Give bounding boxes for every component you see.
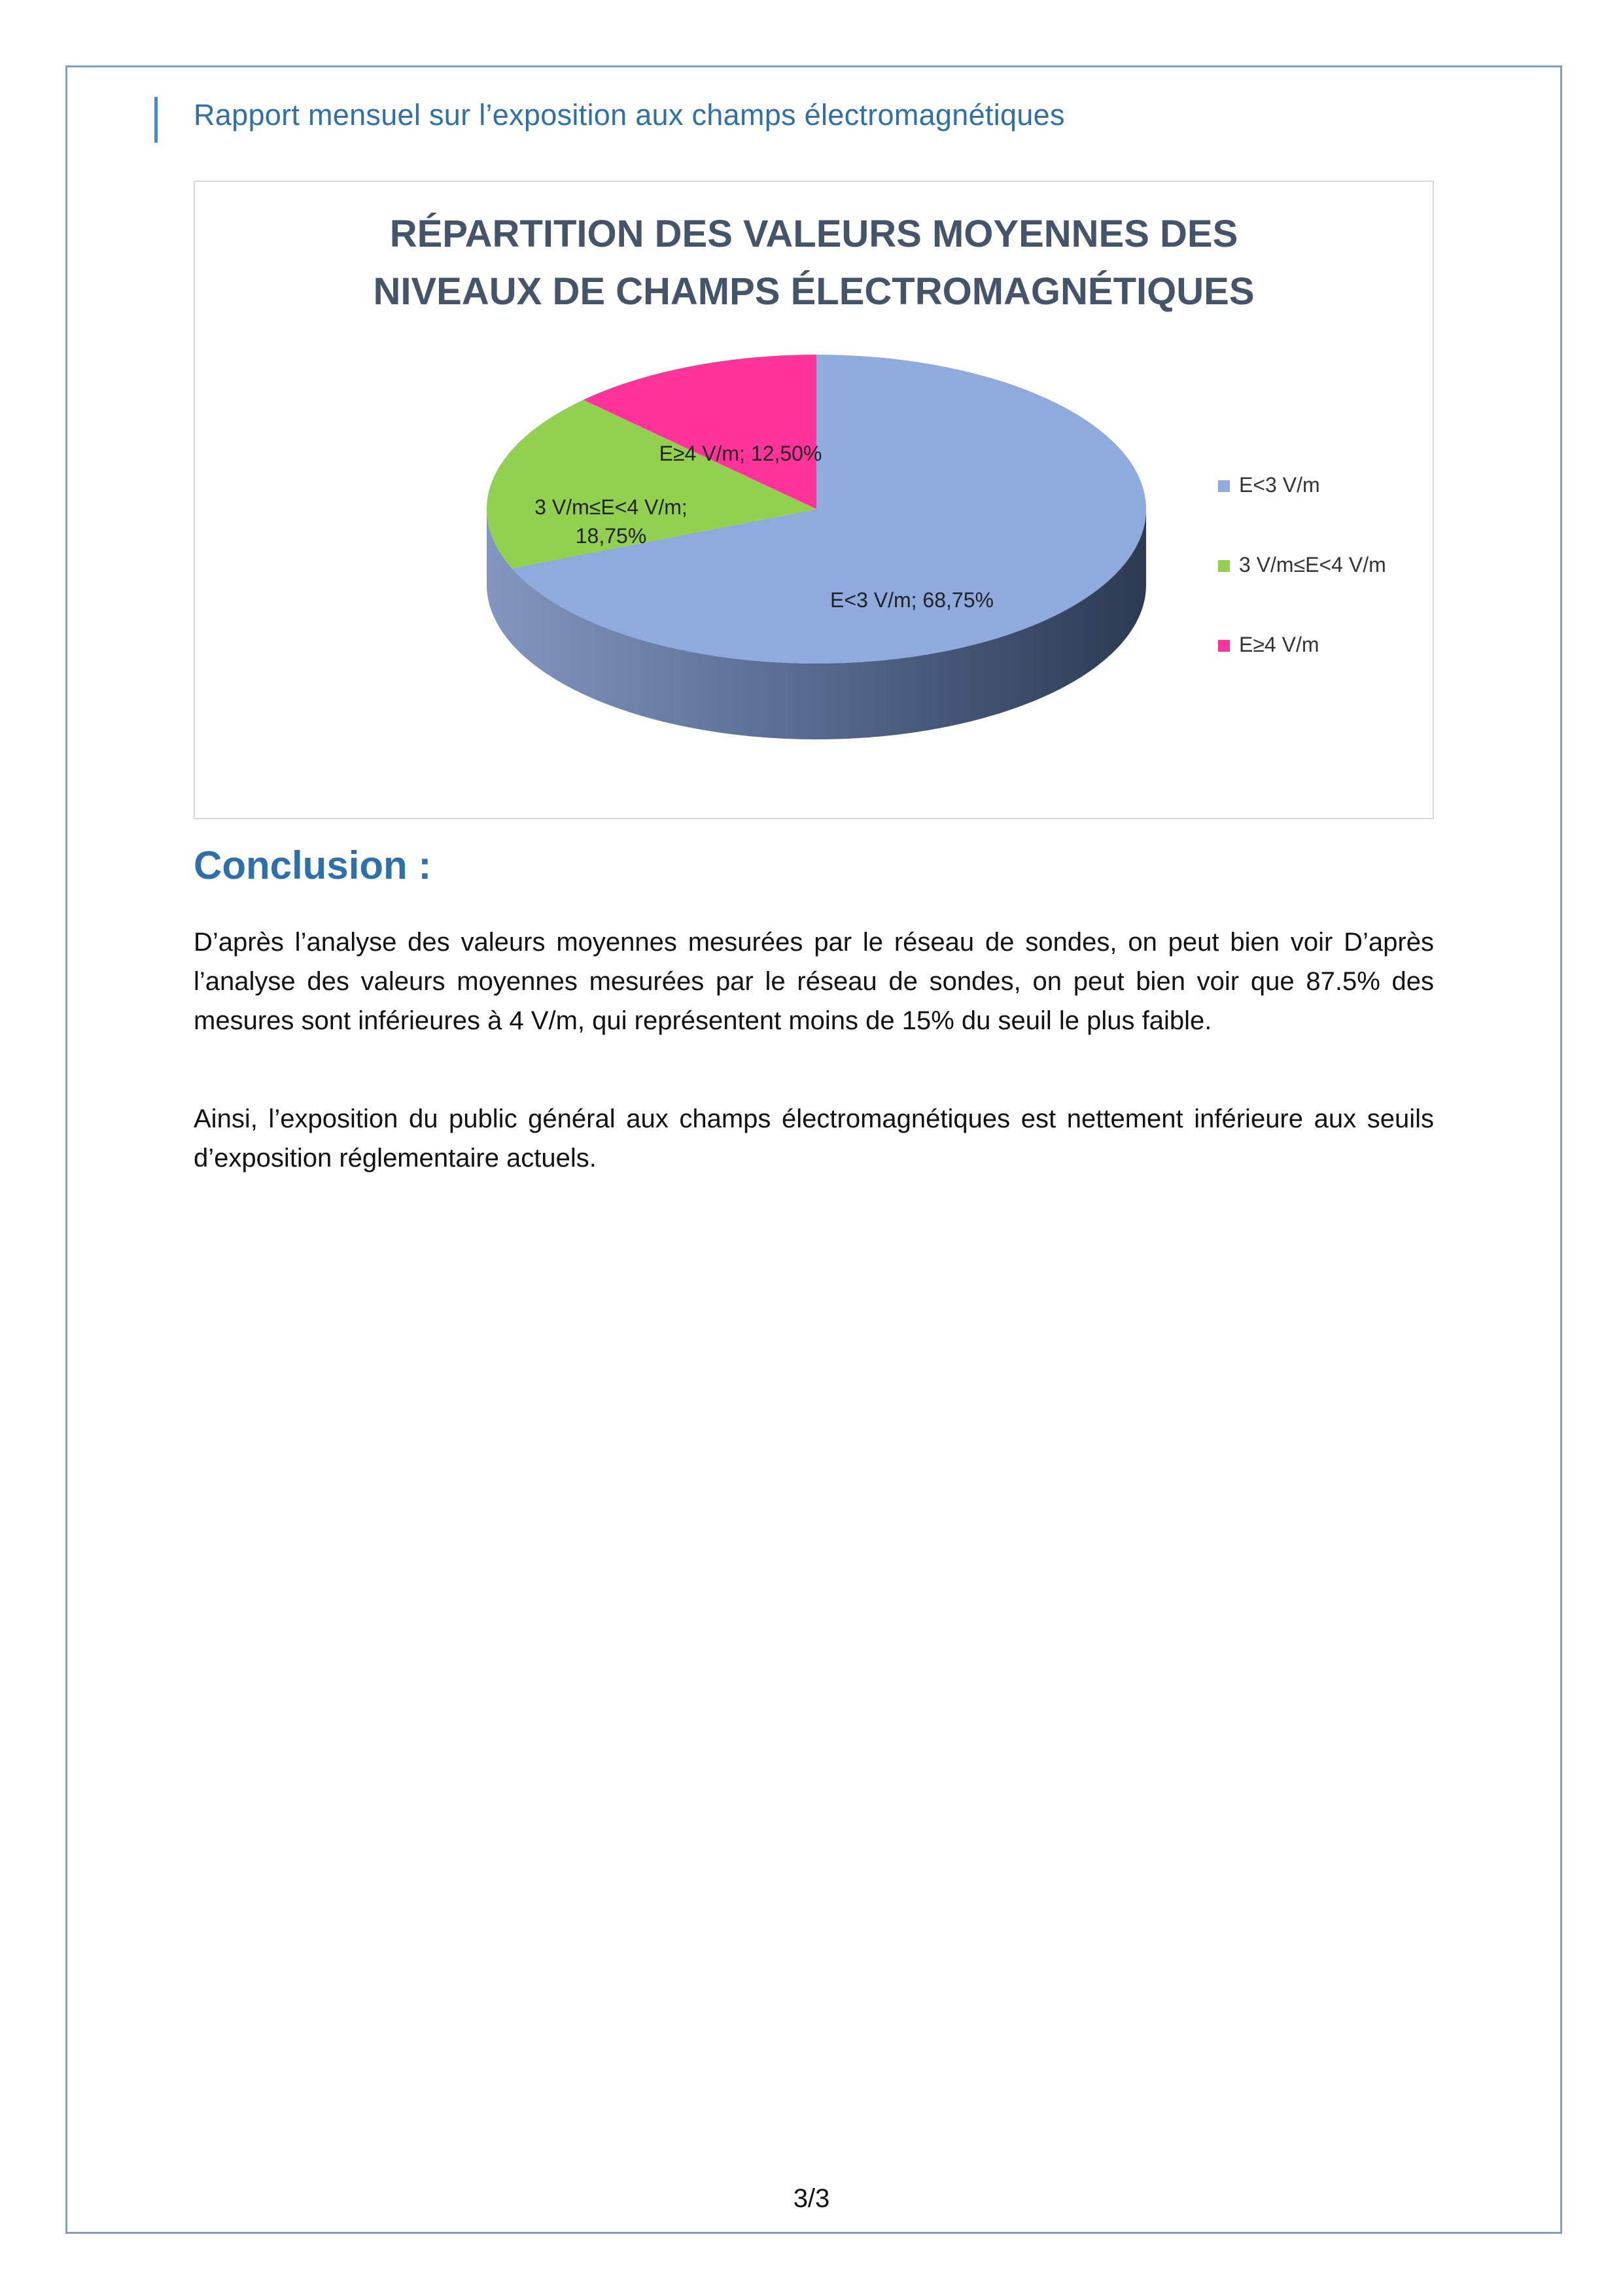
data-label-3-to-4-line2: 18,75% <box>575 524 647 548</box>
legend-label-e-ge-4: E≥4 V/m <box>1239 633 1319 656</box>
header-accent-bar <box>154 97 158 143</box>
pie-chart-container <box>194 181 1434 819</box>
conclusion-paragraph-2: Ainsi, l’exposition du public général aux champs électromagnétiques est nettement inférieure aux seuils d’exposition réglementaire actuels. <box>194 1104 1434 1173</box>
legend-swatch-3-to-4 <box>1218 560 1230 572</box>
data-label-e-lt-3: E<3 V/m; 68,75% <box>830 588 994 612</box>
legend-swatch-e-lt-3 <box>1218 480 1230 492</box>
data-label-3-to-4-line1: 3 V/m≤E<4 V/m; <box>534 495 688 519</box>
conclusion-paragraph-1: D’après l’analyse des valeurs moyennes mesurées par le réseau de sondes, on peut bien voir D’après l’analyse des valeurs moyennes mesurées par le réseau de sondes, on peut bien voir que 87.5% des mesures sont inférieures à 4 V/m, qui représentent moins de 15% du seuil le plus faible. <box>194 928 1434 1035</box>
page-number: 3/3 <box>793 2184 830 2213</box>
data-label-e-ge-4: E≥4 V/m; 12,50% <box>659 442 822 465</box>
legend-label-e-lt-3: E<3 V/m <box>1239 473 1320 497</box>
document-header-title: Rapport mensuel sur l’exposition aux champs électromagnétiques <box>194 98 1065 132</box>
pie-chart <box>195 182 1435 821</box>
chart-title-line-1: RÉPARTITION DES VALEURS MOYENNES DES <box>389 213 1238 255</box>
conclusion-heading: Conclusion : <box>194 843 432 887</box>
chart-title-line-2: NIVEAUX DE CHAMPS ÉLECTROMAGNÉTIQUES <box>373 270 1255 313</box>
legend-label-3-to-4: 3 V/m≤E<4 V/m <box>1239 553 1386 576</box>
legend-swatch-e-ge-4 <box>1218 640 1230 652</box>
